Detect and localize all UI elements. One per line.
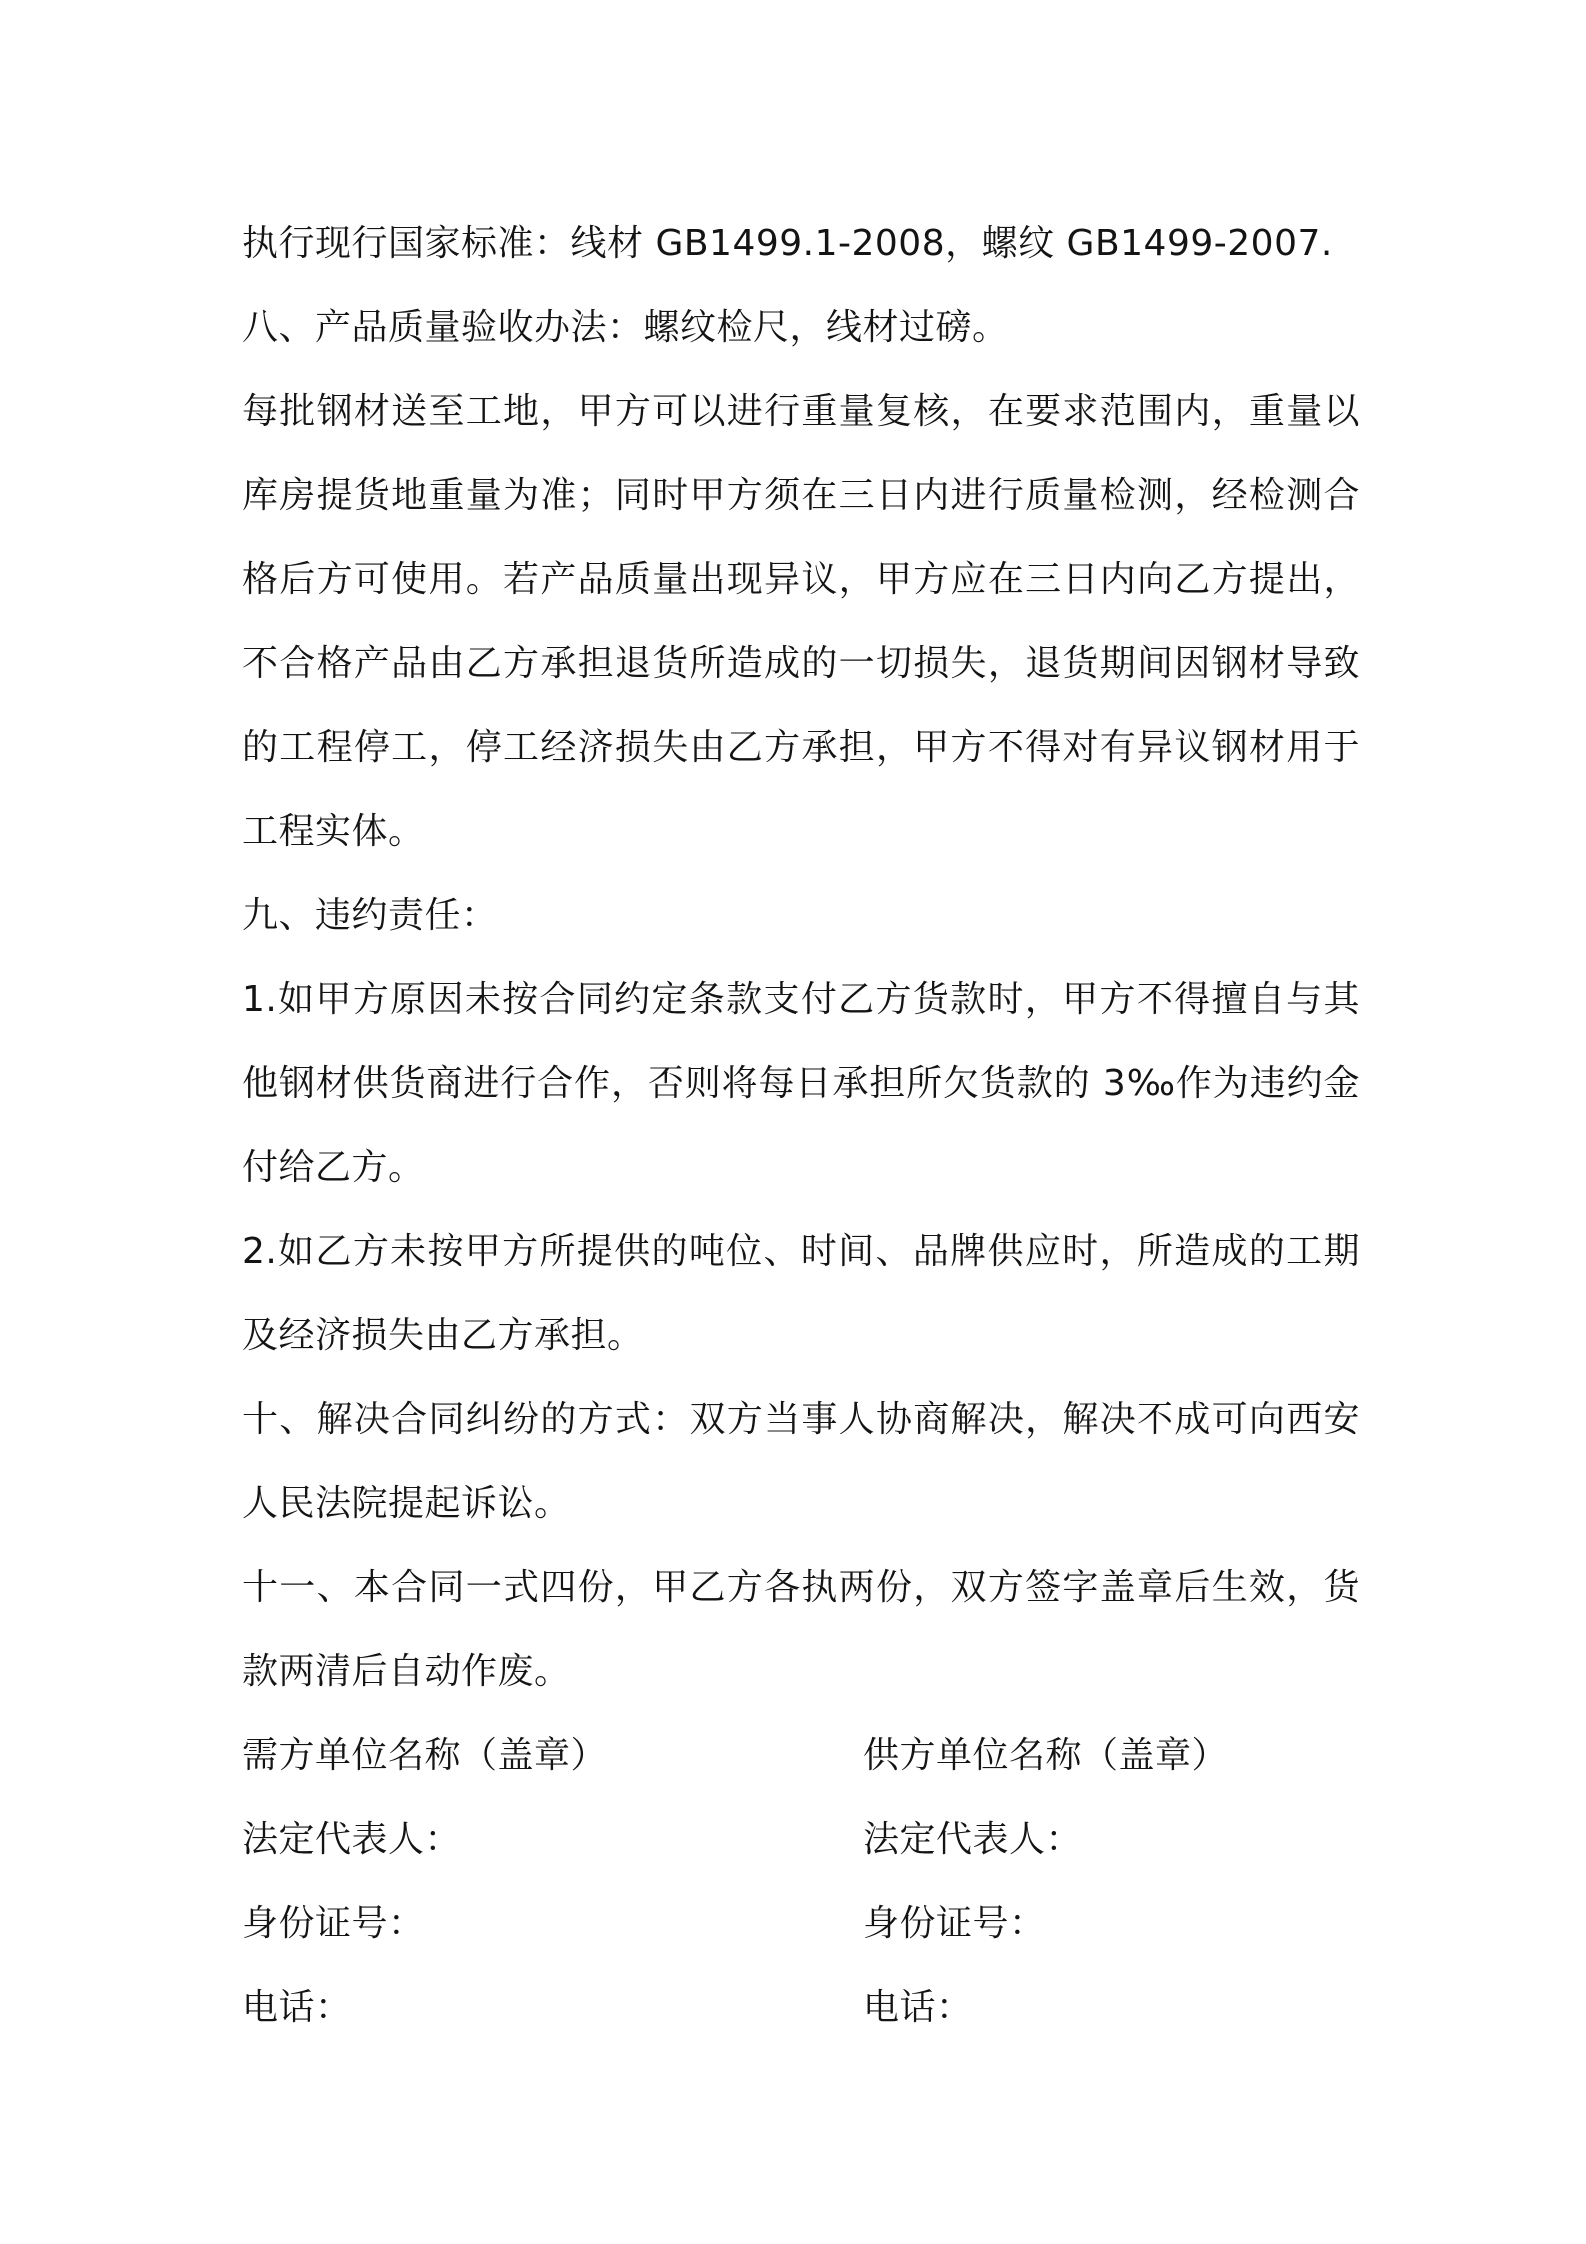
clause-8-heading: 八、产品质量验收办法：螺纹检尺，线材过磅。 bbox=[242, 307, 1009, 348]
signature-block bbox=[242, 1714, 1360, 2050]
seller-id-number: 身份证号： bbox=[863, 1903, 1046, 1944]
clause-10: 十、解决合同纠纷的方式：双方当事人协商解决，解决不成可向西安人民法院提起诉讼。 bbox=[242, 1399, 1360, 1524]
buyer-id-number: 身份证号： bbox=[242, 1903, 425, 1944]
seller-unit-name: 供方单位名称（盖章） bbox=[863, 1735, 1229, 1776]
buyer-unit-name: 需方单位名称（盖章） bbox=[242, 1735, 608, 1776]
seller-phone: 电话： bbox=[863, 1987, 973, 2028]
clause-8-body: 每批钢材送至工地，甲方可以进行重量复核，在要求范围内，重量以库房提货地重量为准；同时甲方须在三日内进行质量检测，经检测合格后方可使用。若产品质量出现异议，甲方应在三日内向乙方提出，不合格产品由乙方承担退货所造成的一切损失，退货期间因钢材导致的工程停工，停工经济损失由乙方承担，甲方不得对有异议钢材用于工程实体。 bbox=[242, 391, 1360, 852]
signature-row-unit-name bbox=[242, 1714, 1360, 1798]
contract-body bbox=[242, 202, 1360, 2050]
signature-row-phone bbox=[242, 1966, 1360, 2050]
clause-9-item-1: 1.如甲方原因未按合同约定条款支付乙方货款时，甲方不得擅自与其他钢材供货商进行合作，否则将每日承担所欠货款的 3‰作为违约金付给乙方。 bbox=[242, 979, 1360, 1188]
standard-line: 执行现行国家标准：线材 GB1499.1-2008，螺纹 GB1499-2007. bbox=[242, 223, 1333, 264]
buyer-phone: 电话： bbox=[242, 1987, 352, 2028]
signature-row-legal-rep bbox=[242, 1798, 1360, 1882]
signature-row-id-number bbox=[242, 1882, 1360, 1966]
clause-11: 十一、本合同一式四份，甲乙方各执两份，双方签字盖章后生效，货款两清后自动作废。 bbox=[242, 1567, 1360, 1692]
clause-9-item-2: 2.如乙方未按甲方所提供的吨位、时间、品牌供应时，所造成的工期及经济损失由乙方承担。 bbox=[242, 1231, 1360, 1356]
buyer-legal-rep: 法定代表人： bbox=[242, 1819, 462, 1860]
seller-legal-rep: 法定代表人： bbox=[863, 1819, 1083, 1860]
clause-9-heading: 九、违约责任： bbox=[242, 895, 498, 936]
